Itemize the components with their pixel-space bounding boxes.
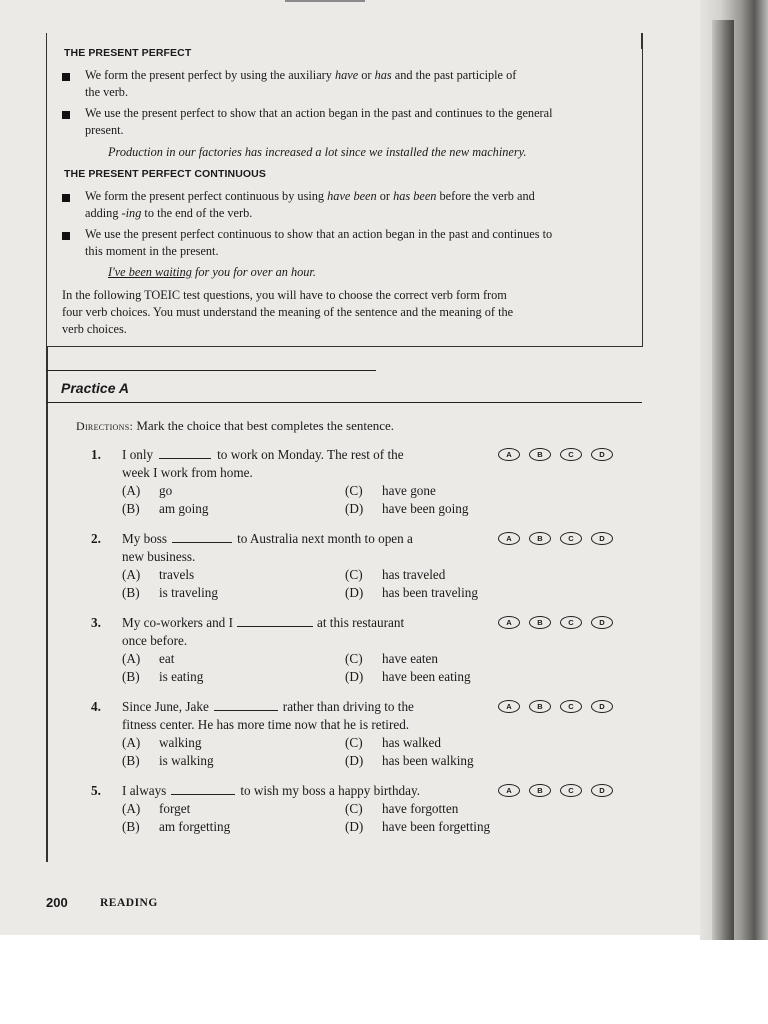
text-ing: -ing (121, 206, 142, 220)
text: adding (85, 206, 122, 220)
answer-blank (171, 794, 235, 795)
text-has-been: has been (393, 189, 437, 203)
text-underlined: I've been waiting (108, 265, 192, 279)
stem-line2: once before. (122, 633, 188, 648)
stem-line2: new business. (122, 549, 196, 564)
stem-post: to work on Monday. The rest of the (217, 447, 404, 462)
stem-post: to wish my boss a happy birthday. (240, 783, 421, 798)
answer-bubble-a[interactable]: A (498, 532, 520, 545)
answer-bubble-a[interactable]: A (498, 616, 520, 629)
option-text-c: has walked (382, 735, 441, 750)
question-number: 1. (91, 447, 101, 462)
text: four verb choices. You must understand the meaning of the sentence and the meaning of the (62, 305, 514, 319)
answer-bubbles (498, 700, 613, 713)
grammar-box-corner (641, 33, 643, 49)
question-number: 3. (91, 615, 101, 630)
top-rule (285, 0, 365, 2)
option-text-a: forget (159, 801, 191, 816)
text: to the end of the verb. (141, 206, 253, 220)
option-label-d: (D) (345, 585, 364, 600)
answer-blank (159, 458, 211, 459)
text: and the past participle of (391, 68, 517, 82)
answer-bubbles (498, 448, 613, 461)
option-text-d: has been traveling (382, 585, 478, 600)
text: or (376, 189, 394, 203)
option-label-a: (A) (122, 801, 141, 816)
answer-bubble-c[interactable]: C (560, 532, 582, 545)
text: verb choices. (62, 322, 127, 336)
question-stem (122, 530, 413, 566)
option-text-a: travels (159, 567, 195, 582)
option-label-a: (A) (122, 567, 141, 582)
option-text-b: is walking (159, 753, 214, 768)
option-label-c: (C) (345, 735, 363, 750)
heading-present-perfect: THE PRESENT PERFECT (64, 47, 192, 59)
option-label-c: (C) (345, 801, 363, 816)
question-number: 2. (91, 531, 101, 546)
text: We use the present perfect continuous to show that an action began in the past and continues to (85, 227, 553, 241)
answer-bubble-c[interactable]: C (560, 700, 582, 713)
practice-bottom-rule (46, 402, 642, 403)
option-label-b: (B) (122, 819, 140, 834)
text-has: has (374, 68, 392, 82)
option-text-d: have been going (382, 501, 469, 516)
option-label-b: (B) (122, 585, 140, 600)
option-text-d: have been eating (382, 669, 471, 684)
stem-line2: week I work from home. (122, 465, 253, 480)
section-label: READING (100, 897, 158, 909)
answer-blank (237, 626, 313, 627)
answer-bubble-d[interactable]: D (591, 616, 613, 629)
spine-shadow (712, 20, 734, 940)
question-stem (122, 698, 414, 734)
intro-paragraph (62, 287, 513, 338)
stem-line2: fitness center. He has more time now that he is retired. (122, 717, 410, 732)
directions-label: Directions: (76, 419, 134, 433)
question-stem (122, 614, 404, 650)
bullet-square (62, 73, 70, 81)
stem-post: rather than driving to the (282, 699, 414, 714)
answer-blank (214, 710, 278, 711)
option-label-d: (D) (345, 669, 364, 684)
answer-bubble-b[interactable]: B (529, 532, 551, 545)
answer-bubble-b[interactable]: B (529, 784, 551, 797)
option-label-d: (D) (345, 819, 364, 834)
answer-bubbles (498, 784, 613, 797)
option-label-b: (B) (122, 501, 140, 516)
text: or (358, 68, 375, 82)
page-number: 200 (46, 895, 68, 910)
answer-bubble-c[interactable]: C (560, 784, 582, 797)
text-have: have (334, 68, 359, 82)
pp-bullet-2 (85, 105, 553, 139)
answer-bubble-c[interactable]: C (560, 616, 582, 629)
practice-top-rule (46, 370, 376, 371)
answer-bubble-b[interactable]: B (529, 448, 551, 461)
stem-post: to Australia next month to open a (237, 531, 413, 546)
stem-pre: My co-workers and I (122, 615, 233, 630)
answer-bubble-b[interactable]: B (529, 700, 551, 713)
directions-text: Mark the choice that best completes the sentence. (133, 418, 395, 433)
ppc-bullet-1 (85, 188, 535, 222)
option-text-b: am forgetting (159, 819, 231, 834)
pp-bullet-1 (85, 67, 516, 101)
stem-pre: My boss (122, 531, 168, 546)
option-text-d: have been forgetting (382, 819, 491, 834)
left-rule (46, 347, 48, 862)
option-text-a: go (159, 483, 173, 498)
question-stem (122, 782, 420, 800)
ppc-bullet-2 (85, 226, 552, 260)
text: We form the present perfect continuous by using (85, 189, 328, 203)
text-have-been: have been (327, 189, 377, 203)
answer-bubble-c[interactable]: C (560, 448, 582, 461)
stem-pre: Since June, Jake (122, 699, 209, 714)
answer-bubble-d[interactable]: D (591, 784, 613, 797)
option-text-c: have eaten (382, 651, 439, 666)
option-label-a: (A) (122, 651, 141, 666)
answer-blank (172, 542, 232, 543)
text: In the following TOEIC test questions, you will have to choose the correct verb form from (62, 288, 507, 302)
option-label-a: (A) (122, 735, 141, 750)
option-label-d: (D) (345, 501, 364, 516)
option-text-d: has been walking (382, 753, 474, 768)
stem-post: at this restaurant (316, 615, 405, 630)
option-text-b: am going (159, 501, 209, 516)
question-number: 5. (91, 783, 101, 798)
stem-pre: I only (122, 447, 154, 462)
text: present. (85, 123, 124, 137)
option-text-c: have gone (382, 483, 436, 498)
option-text-b: is traveling (159, 585, 218, 600)
option-label-a: (A) (122, 483, 141, 498)
ppc-example (108, 264, 316, 281)
option-text-a: eat (159, 651, 175, 666)
question-stem (122, 446, 404, 482)
answer-bubbles (498, 616, 613, 629)
bullet-square (62, 194, 70, 202)
option-text-c: have forgotten (382, 801, 459, 816)
option-text-b: is eating (159, 669, 204, 684)
answer-bubble-a[interactable]: A (498, 784, 520, 797)
option-label-d: (D) (345, 753, 364, 768)
option-text-c: has traveled (382, 567, 446, 582)
option-label-b: (B) (122, 753, 140, 768)
text: for you for over an hour. (191, 265, 316, 279)
bullet-square (62, 111, 70, 119)
answer-bubble-d[interactable]: D (591, 700, 613, 713)
book-spine (700, 0, 768, 940)
answer-bubble-a[interactable]: A (498, 700, 520, 713)
text: the verb. (85, 85, 129, 99)
text: this moment in the present. (85, 244, 219, 258)
text: We use the present perfect to show that an action began in the past and continues to the general (85, 106, 553, 120)
practice-title: Practice A (61, 380, 129, 396)
answer-bubble-d[interactable]: D (591, 448, 613, 461)
option-label-c: (C) (345, 567, 363, 582)
pp-example: Production in our factories has increased a lot since we installed the new machinery. (108, 145, 527, 159)
question-number: 4. (91, 699, 101, 714)
answer-bubble-b[interactable]: B (529, 616, 551, 629)
option-label-c: (C) (345, 651, 363, 666)
stem-pre: I always (122, 783, 167, 798)
answer-bubble-a[interactable]: A (498, 448, 520, 461)
heading-present-perfect-continuous: THE PRESENT PERFECT CONTINUOUS (64, 168, 266, 180)
bullet-square (62, 232, 70, 240)
text: We form the present perfect by using the auxiliary (85, 68, 335, 82)
answer-bubble-d[interactable]: D (591, 532, 613, 545)
option-label-b: (B) (122, 669, 140, 684)
directions (76, 418, 394, 434)
option-text-a: walking (159, 735, 202, 750)
text: before the verb and (436, 189, 535, 203)
answer-bubbles (498, 532, 613, 545)
option-label-c: (C) (345, 483, 363, 498)
